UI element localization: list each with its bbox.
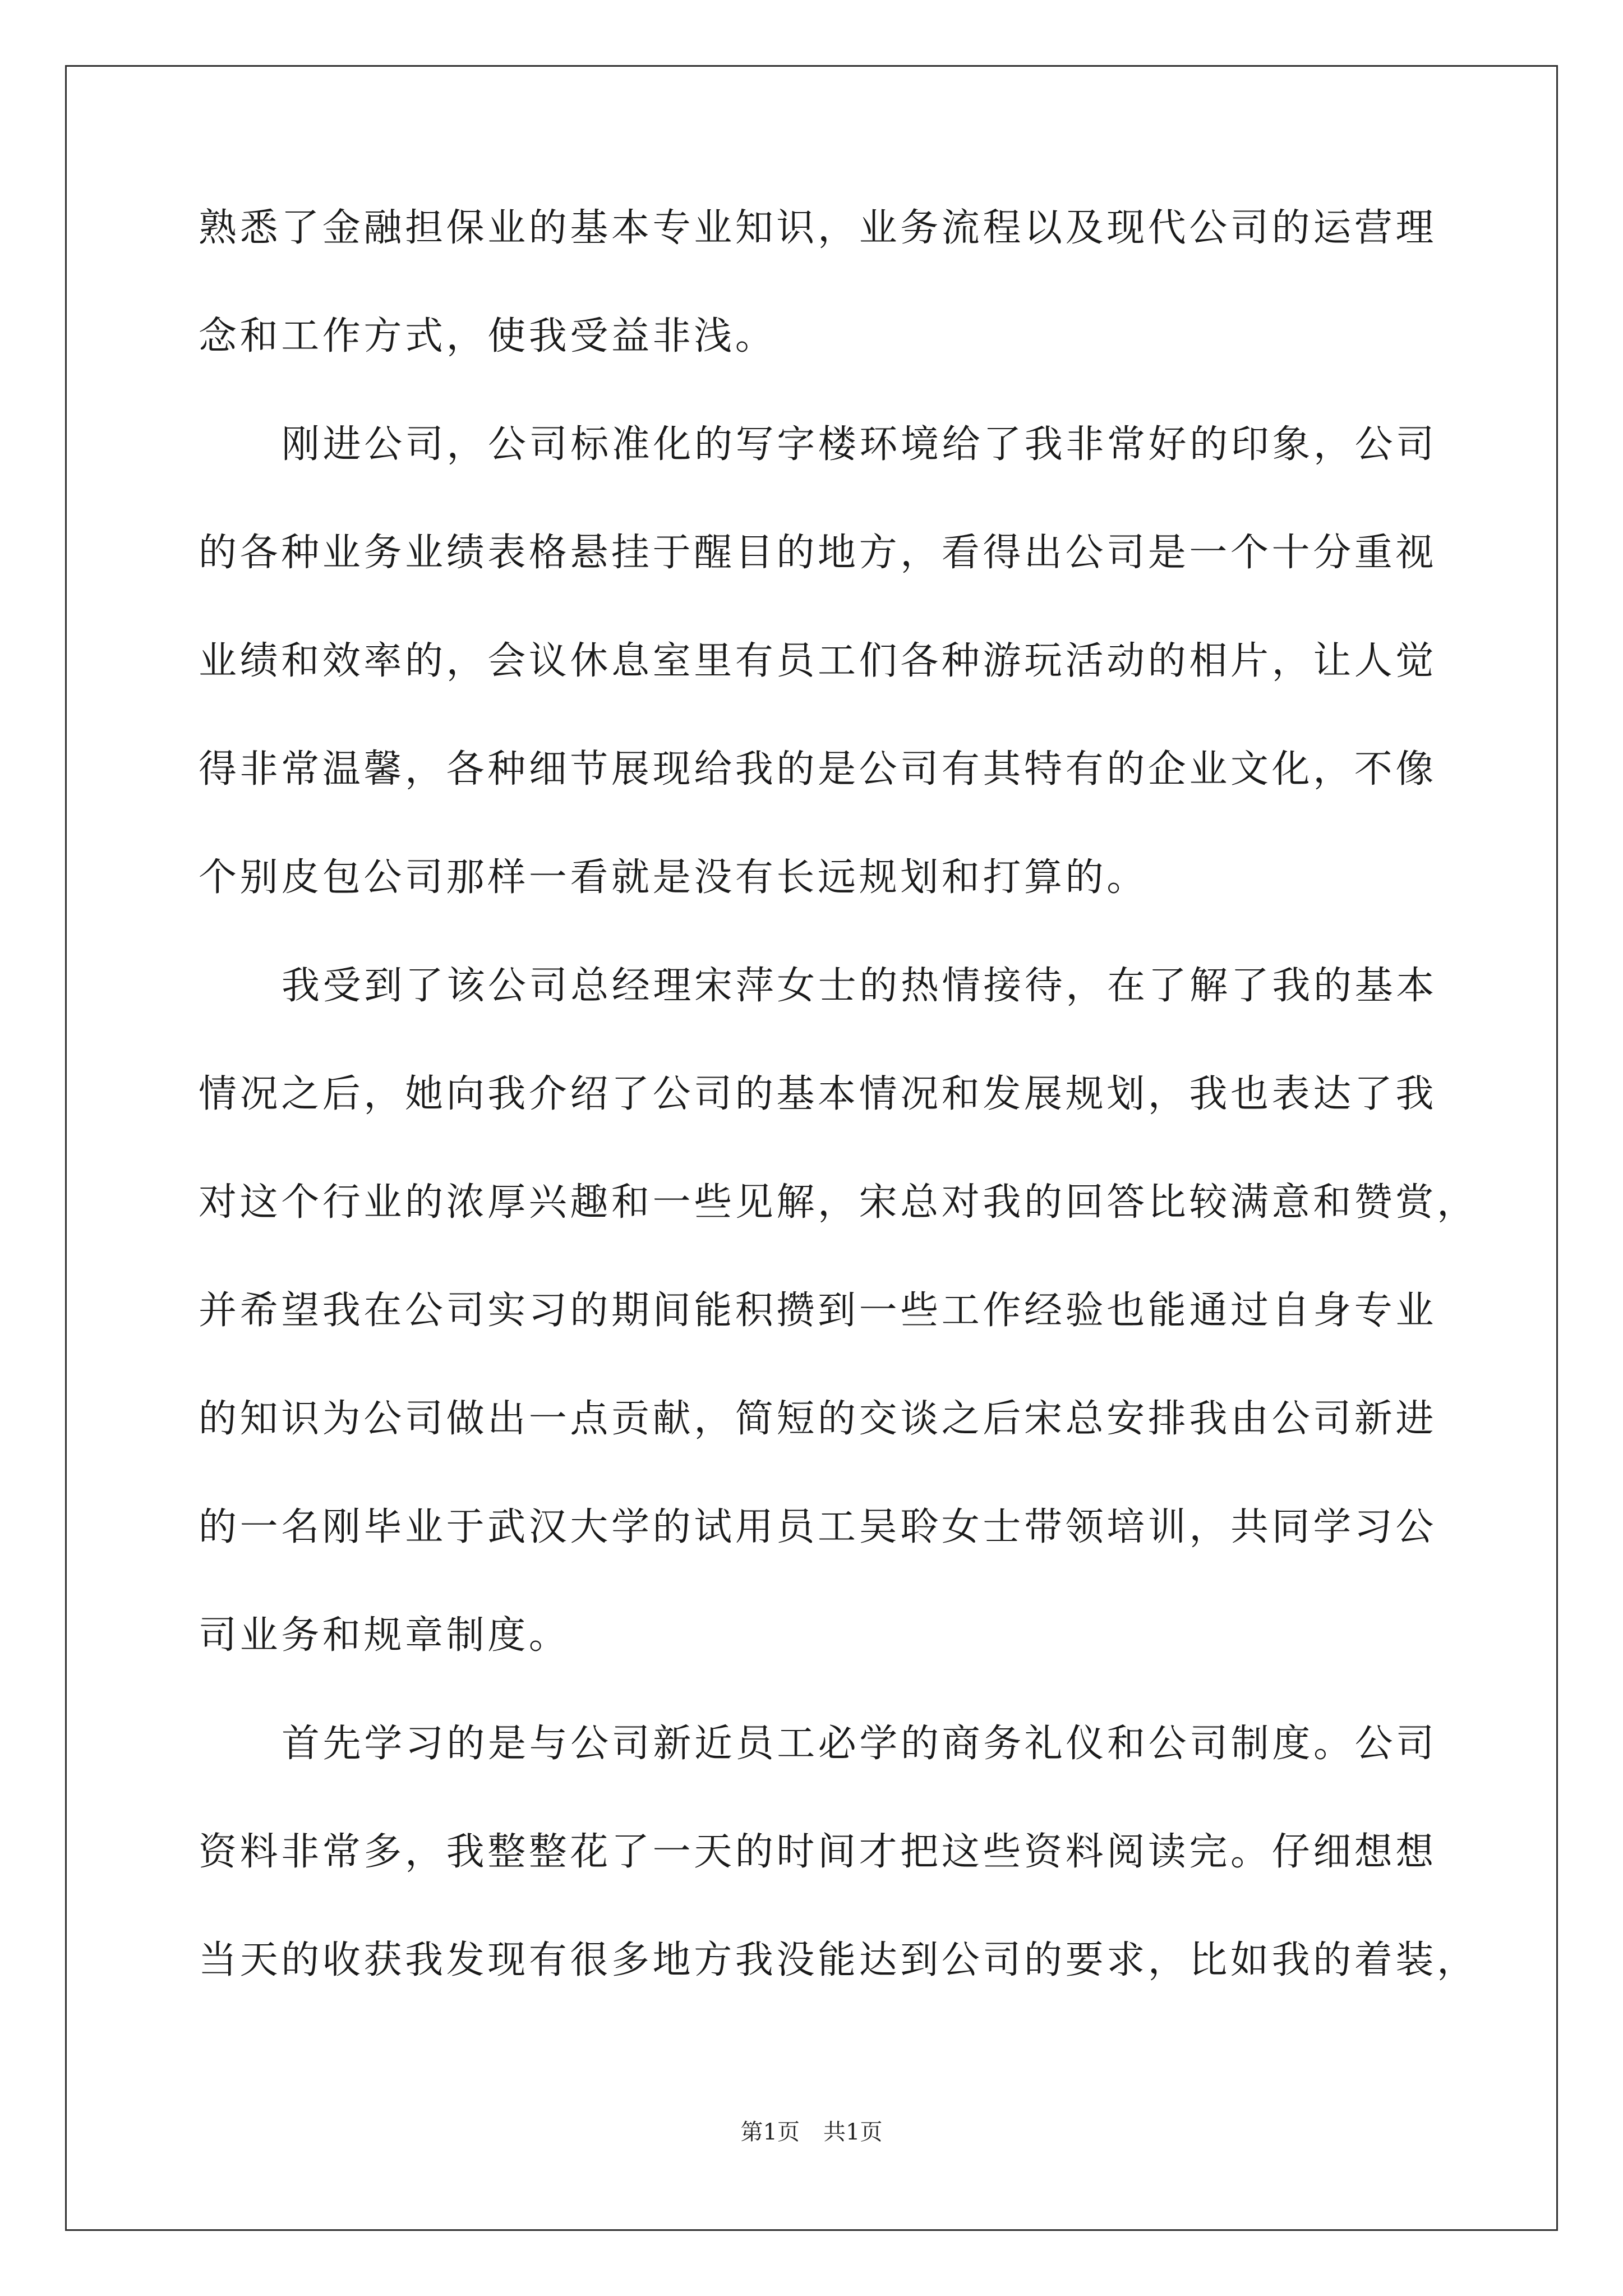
text-line: 得非常温馨，各种细节展现给我的是公司有其特有的企业文化，不像 <box>199 747 1437 792</box>
page-number: 第1页 <box>740 2119 800 2145</box>
page-total: 共1页 <box>823 2119 883 2145</box>
text-line: 当天的收获我发现有很多地方我没能达到公司的要求，比如我的着装， <box>199 1938 1478 1982</box>
text-line: 资料非常多，我整整花了一天的时间才把这些资料阅读完。仔细想想 <box>199 1830 1437 1874</box>
text-line: 对这个行业的浓厚兴趣和一些见解，宋总对我的回答比较满意和赞赏， <box>199 1180 1478 1225</box>
paragraph-first-line: 首先学习的是与公司新近员工必学的商务礼仪和公司制度。公司 <box>282 1722 1437 1766</box>
document-body <box>199 206 1478 2050</box>
text-line: 熟悉了金融担保业的基本专业知识，业务流程以及现代公司的运营理 <box>199 206 1437 250</box>
text-line: 个别皮包公司那样一看就是没有长远规划和打算的。 <box>199 855 1148 900</box>
text-line: 业绩和效率的，会议休息室里有员工们各种游玩活动的相片，让人觉 <box>199 639 1437 683</box>
page-footer <box>0 2119 1623 2146</box>
text-line: 的一名刚毕业于武汉大学的试用员工吴聆女士带领培训，共同学习公 <box>199 1505 1437 1549</box>
text-line: 情况之后，她向我介绍了公司的基本情况和发展规划，我也表达了我 <box>199 1072 1437 1116</box>
text-line: 并希望我在公司实习的期间能积攒到一些工作经验也能通过自身专业 <box>199 1289 1437 1333</box>
paragraph-first-line: 我受到了该公司总经理宋萍女士的热情接待，在了解了我的基本 <box>282 964 1437 1008</box>
text-line: 的各种业务业绩表格悬挂于醒目的地方，看得出公司是一个十分重视 <box>199 531 1437 575</box>
text-line: 的知识为公司做出一点贡献，简短的交谈之后宋总安排我由公司新进 <box>199 1397 1437 1441</box>
paragraph-first-line: 刚进公司，公司标准化的写字楼环境给了我非常好的印象，公司 <box>282 422 1437 467</box>
text-line: 司业务和规章制度。 <box>199 1613 570 1658</box>
text-line: 念和工作方式，使我受益非浅。 <box>199 314 777 358</box>
